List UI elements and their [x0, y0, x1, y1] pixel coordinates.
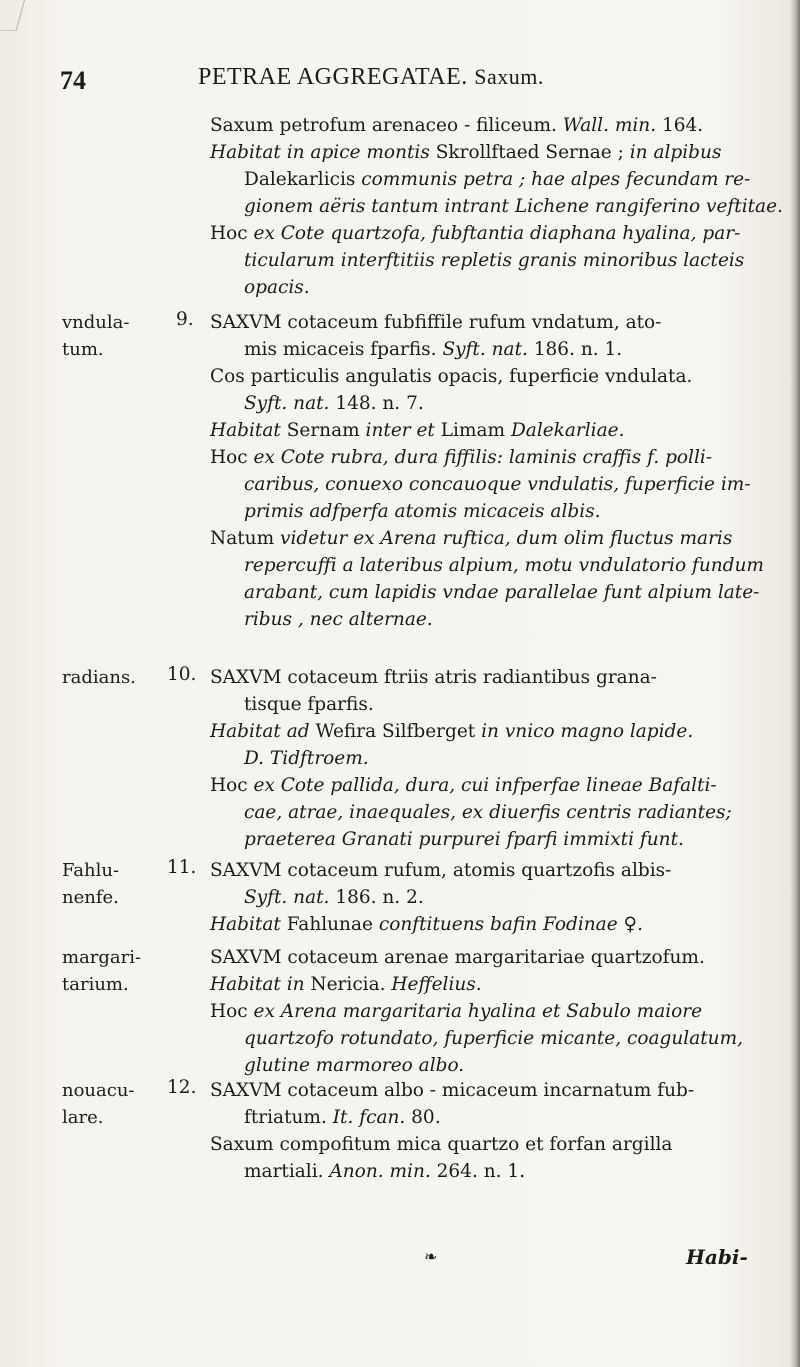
catchword: Habi- [686, 1245, 748, 1269]
text-line: ticularum interftitiis repletis granis minoribus lacteis [244, 250, 745, 271]
entry-12 [210, 1077, 780, 1185]
entry-margaritarium [210, 944, 780, 1079]
running-head-sub: Saxum. [474, 64, 544, 89]
page-binding-shadow [790, 0, 800, 1367]
margin-note-nouaculare: nouacu- lare. [62, 1080, 135, 1128]
ornament-icon: ❧ [424, 1247, 438, 1266]
text-line: praeterea Granati purpurei fparfi immixti funt. [244, 829, 684, 850]
text-line: Syft. nat. 148. n. 7. [244, 393, 424, 414]
text-line: Hoc ex Cote quartzofa, fubftantia diaphana hyalina, par- [210, 223, 741, 244]
text-line: Habitat Fahlunae conftituens bafin Fodinae ♀. [210, 914, 643, 935]
text-line: cae, atrae, inaequales, ex diuerfis centris radiantes; [244, 802, 732, 823]
text-line: quartzofo rotundato, fuperficie micante, coagulatum, [244, 1028, 744, 1049]
text-line: Natum videtur ex Arena ruftica, dum olim fluctus maris [210, 528, 733, 549]
text-line: tisque fparfis. [244, 694, 374, 715]
intro-paragraph [210, 112, 783, 301]
entry-10 [210, 664, 780, 853]
entry-number-10: 10. [167, 664, 197, 685]
text-line: Hoc ex Arena margaritaria hyalina et Sabulo maiore [210, 1001, 703, 1022]
running-head-title: PETRAE AGGREGATAE. [198, 64, 468, 90]
text-line: Habitat in apice montis Skrollftaed Sernae ; in alpibus [210, 142, 722, 163]
entry-number-11: 11. [167, 857, 197, 878]
margin-note-vndulatum: vndula- tum. [62, 312, 130, 360]
text-line: SAXVM cotaceum ftriis atris radiantibus grana- [210, 667, 657, 688]
text-line: SAXVM cotaceum albo - micaceum incarnatum fub- [210, 1080, 695, 1101]
running-head [198, 64, 544, 91]
text-line: Hoc ex Cote pallida, dura, cui infperfae lineae Bafalti- [210, 775, 717, 796]
margin-note-fahlunense: Fahlu- nenfe. [62, 860, 120, 908]
text-line: SAXVM cotaceum fubfiffile rufum vndatum, ato- [210, 312, 662, 333]
text-line: primis adfperfa atomis micaceis albis. [244, 501, 601, 522]
text-line: martiali. Anon. min. 264. n. 1. [244, 1161, 526, 1182]
text-line: SAXVM cotaceum arenae margaritariae quartzofum. [210, 947, 705, 968]
page-number: 74 [60, 66, 86, 95]
text-line: Habitat in Nericia. Heffelius. [210, 974, 482, 995]
margin-note-margaritarium: margari- tarium. [62, 947, 142, 995]
text-line: ribus , nec alternae. [244, 609, 433, 630]
text-line: Habitat Sernam inter et Limam Dalekarliae. [210, 420, 625, 441]
text-line: glutine marmoreo albo. [244, 1055, 465, 1076]
entry-11 [210, 857, 780, 938]
text-line: Saxum compofitum mica quartzo et forfan argilla [210, 1134, 673, 1155]
entry-number-12: 12. [167, 1077, 197, 1098]
entry-number-9: 9. [176, 309, 194, 330]
text-line: caribus, conuexo concauoque vndulatis, fuperficie im- [244, 474, 751, 495]
text-line: Syft. nat. 186. n. 2. [244, 887, 424, 908]
text-line: Hoc ex Cote rubra, dura fiffilis: laminis craffis f. polli- [210, 447, 713, 468]
text-line: mis micaceis fparfis. Syft. nat. 186. n. 1. [244, 339, 623, 360]
margin-note-radians: radians. [62, 667, 136, 688]
text-line: repercuffi a lateribus alpium, motu vndulatorio fundum [244, 555, 764, 576]
text-line: gionem aëris tantum intrant Lichene rangiferino veftitae. [244, 196, 783, 217]
text-line: Saxum petrofum arenaceo - filiceum. Wall. min. 164. [210, 115, 704, 136]
text-line: Habitat ad Wefira Silfberget in vnico magno lapide. [210, 721, 694, 742]
text-line: Cos particulis angulatis opacis, fuperficie vndulata. [210, 366, 693, 387]
text-line: opacis. [244, 277, 310, 298]
text-line: ftriatum. It. fcan. 80. [244, 1107, 441, 1128]
text-line: arabant, cum lapidis vndae parallelae funt alpium late- [244, 582, 760, 603]
page-corner-fold [0, 0, 25, 31]
text-line: Dalekarlicis communis petra ; hae alpes fecundam re- [244, 169, 751, 190]
entry-9 [210, 309, 780, 633]
text-line: SAXVM cotaceum rufum, atomis quartzofis albis- [210, 860, 672, 881]
text-line: D. Tidftroem. [244, 748, 369, 769]
